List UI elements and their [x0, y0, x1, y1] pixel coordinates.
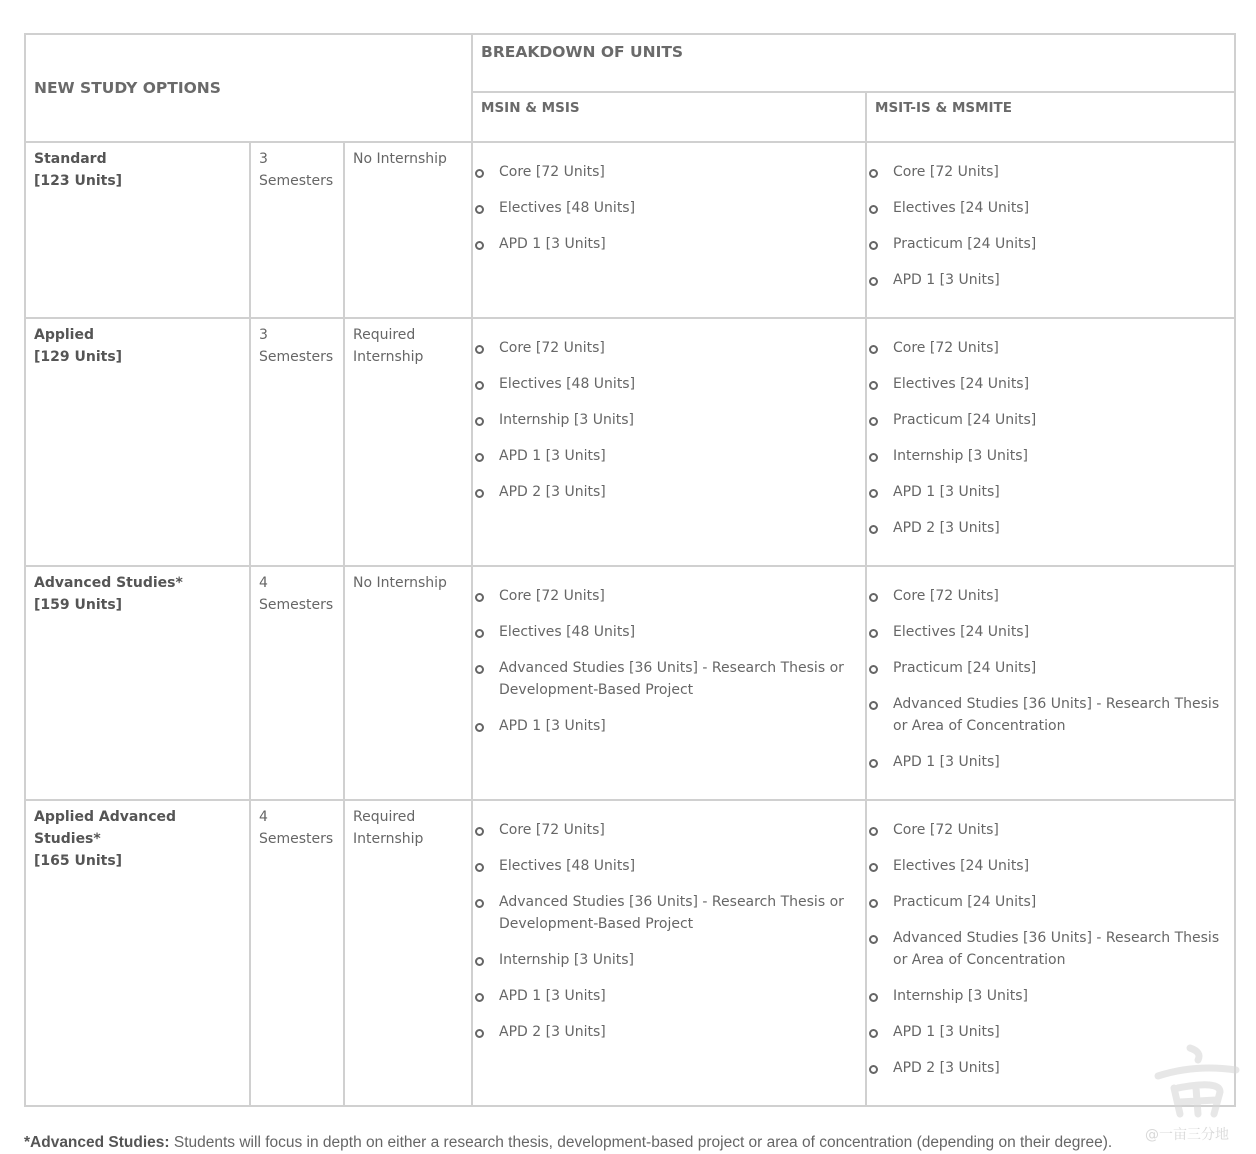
internship-cell: No Internship: [344, 566, 472, 800]
footnote-label: *Advanced Studies:: [24, 1134, 170, 1151]
header-new-study-options: NEW STUDY OPTIONS: [25, 34, 472, 142]
header-msit-is-msmite: MSIT-IS & MSMITE: [866, 92, 1235, 142]
footnote: [24, 1133, 1114, 1153]
units-list-item: APD 1 [3 Units]: [473, 233, 857, 255]
option-cell: [25, 800, 250, 1106]
option-cell: [25, 142, 250, 318]
watermark-logo: [1150, 1042, 1240, 1122]
units-list-item: Electives [48 Units]: [473, 373, 857, 395]
units-list-item: APD 1 [3 Units]: [473, 445, 857, 467]
option-units: [129 Units]: [34, 349, 123, 365]
semesters-number: 4: [259, 809, 268, 825]
semesters-cell: [250, 566, 344, 800]
units-list-item: Advanced Studies [36 Units] - Research Thesis or Development-Based Project: [473, 657, 857, 701]
msit-msmite-breakdown: [866, 318, 1235, 566]
msit-msmite-breakdown: [866, 566, 1235, 800]
header-msin-msis: MSIN & MSIS: [472, 92, 866, 142]
msin-msis-breakdown: [472, 142, 866, 318]
units-list-item: Electives [48 Units]: [473, 621, 857, 643]
units-list-item: APD 1 [3 Units]: [867, 1021, 1226, 1043]
units-list-item: APD 2 [3 Units]: [473, 1021, 857, 1043]
internship-cell: Required Internship: [344, 800, 472, 1106]
option-units: [165 Units]: [34, 853, 123, 869]
internship-cell: Required Internship: [344, 318, 472, 566]
option-units: [159 Units]: [34, 597, 123, 613]
option-units: [123 Units]: [34, 173, 123, 189]
units-list-item: Practicum [24 Units]: [867, 233, 1226, 255]
units-list: [867, 567, 1234, 799]
units-list-item: Electives [24 Units]: [867, 855, 1226, 877]
units-list-item: Core [72 Units]: [473, 337, 857, 359]
option-name: Applied: [34, 327, 94, 343]
semesters-label: Semesters: [259, 597, 334, 613]
semesters-label: Semesters: [259, 173, 334, 189]
table-body: [25, 142, 1235, 1106]
units-list-item: Advanced Studies [36 Units] - Research Thesis or Development-Based Project: [473, 891, 857, 935]
units-list: [473, 143, 865, 281]
header-breakdown-of-units: BREAKDOWN OF UNITS: [472, 34, 1235, 92]
units-list-item: APD 2 [3 Units]: [473, 481, 857, 503]
units-list-item: Internship [3 Units]: [473, 949, 857, 971]
internship-cell: No Internship: [344, 142, 472, 318]
units-list-item: Practicum [24 Units]: [867, 657, 1226, 679]
option-name: Applied Advanced Studies*: [34, 809, 177, 847]
watermark-text: @一亩三分地: [1145, 1127, 1229, 1143]
units-list-item: APD 1 [3 Units]: [473, 715, 857, 737]
units-list-item: Advanced Studies [36 Units] - Research Thesis or Area of Concentration: [867, 693, 1226, 737]
units-list: [867, 143, 1234, 317]
units-list-item: Electives [24 Units]: [867, 621, 1226, 643]
units-list-item: Electives [48 Units]: [473, 855, 857, 877]
units-list-item: Electives [24 Units]: [867, 197, 1226, 219]
units-list-item: Internship [3 Units]: [867, 985, 1226, 1007]
units-list: [867, 319, 1234, 565]
footnote-text: Students will focus in depth on either a research thesis, development-based project or area of concentration (depending on their degree).: [169, 1134, 1113, 1151]
units-list: [473, 801, 865, 1069]
semesters-label: Semesters: [259, 349, 334, 365]
msit-msmite-breakdown: [866, 142, 1235, 318]
units-list-item: Core [72 Units]: [473, 161, 857, 183]
semesters-number: 3: [259, 327, 268, 343]
units-list-item: Core [72 Units]: [473, 585, 857, 607]
msin-msis-breakdown: [472, 800, 866, 1106]
units-list: [473, 319, 865, 529]
units-list-item: Internship [3 Units]: [473, 409, 857, 431]
semesters-cell: [250, 142, 344, 318]
option-cell: [25, 566, 250, 800]
units-list-item: APD 1 [3 Units]: [867, 269, 1226, 291]
study-options-table: [24, 33, 1236, 1107]
semesters-cell: [250, 800, 344, 1106]
table-row: [25, 318, 1235, 566]
units-list-item: Practicum [24 Units]: [867, 409, 1226, 431]
units-list-item: APD 1 [3 Units]: [867, 481, 1226, 503]
units-list-item: Electives [24 Units]: [867, 373, 1226, 395]
semesters-cell: [250, 318, 344, 566]
msin-msis-breakdown: [472, 566, 866, 800]
units-list-item: APD 1 [3 Units]: [473, 985, 857, 1007]
option-name: Standard: [34, 151, 107, 167]
table-row: [25, 800, 1235, 1106]
units-list-item: APD 2 [3 Units]: [867, 517, 1226, 539]
semesters-label: Semesters: [259, 831, 334, 847]
units-list-item: Electives [48 Units]: [473, 197, 857, 219]
semesters-number: 4: [259, 575, 268, 591]
units-list-item: Core [72 Units]: [867, 819, 1226, 841]
table-row: [25, 142, 1235, 318]
units-list-item: Core [72 Units]: [867, 337, 1226, 359]
msin-msis-breakdown: [472, 318, 866, 566]
units-list-item: Internship [3 Units]: [867, 445, 1226, 467]
units-list-item: Practicum [24 Units]: [867, 891, 1226, 913]
units-list: [473, 567, 865, 763]
units-list-item: APD 2 [3 Units]: [867, 1057, 1226, 1079]
units-list-item: Core [72 Units]: [867, 161, 1226, 183]
table-row: [25, 566, 1235, 800]
units-list-item: Core [72 Units]: [867, 585, 1226, 607]
units-list-item: Core [72 Units]: [473, 819, 857, 841]
units-list-item: Advanced Studies [36 Units] - Research Thesis or Area of Concentration: [867, 927, 1226, 971]
option-name: Advanced Studies*: [34, 575, 183, 591]
semesters-number: 3: [259, 151, 268, 167]
units-list-item: APD 1 [3 Units]: [867, 751, 1226, 773]
option-cell: [25, 318, 250, 566]
